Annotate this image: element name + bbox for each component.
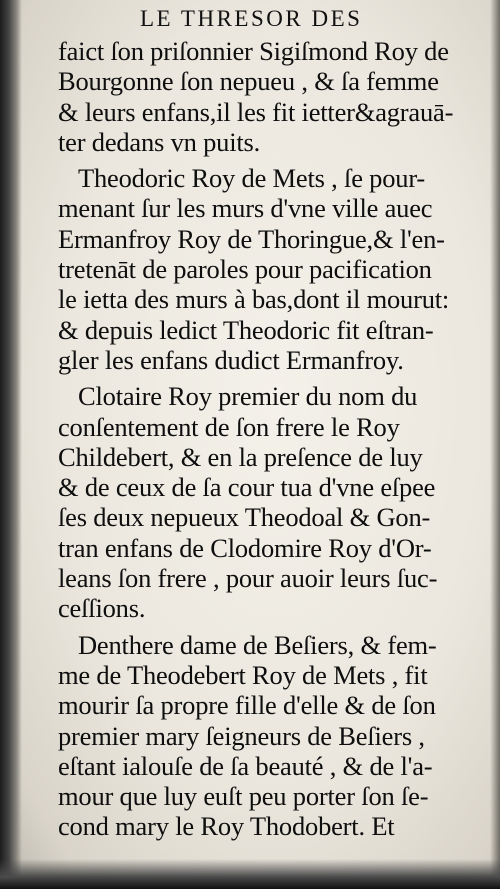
text-line: mourir ſa propre fille d'elle & de ſon bbox=[58, 690, 436, 721]
text-line: Bourgonne ſon nepueu , & ſa femme bbox=[58, 66, 439, 97]
text-line: & de ceux de ſa cour tua d'vne eſpee bbox=[58, 472, 436, 503]
text-line: ceſſions. bbox=[58, 593, 146, 624]
text-line: le ietta des murs à bas,dont il mourut: bbox=[58, 284, 450, 315]
text-line: cond mary le Roy Thodobert. Et bbox=[58, 811, 395, 842]
page-bottom-shadow bbox=[0, 859, 500, 889]
text-line: Theodoric Roy de Mets , ſe pour- bbox=[78, 163, 426, 194]
text-line: tretenāt de paroles pour pacification bbox=[58, 254, 432, 285]
text-line: gler les enfans dudict Ermanfroy. bbox=[58, 344, 404, 375]
text-line: Denthere dame de Beſiers, & fem- bbox=[78, 629, 437, 660]
text-line: Ermanfroy Roy de Thoringue,& l'en- bbox=[58, 223, 445, 254]
text-line: premier mary ſeigneurs de Beſiers , bbox=[58, 720, 425, 751]
text-line: ter dedans vn puits. bbox=[58, 126, 261, 157]
body-text bbox=[58, 36, 490, 842]
text-line: ſes deux nepueux Theodoal & Gon- bbox=[58, 502, 431, 533]
text-line: & leurs enfans,il les fit ietter&agrauā- bbox=[58, 96, 454, 127]
running-head: LE THRESOR DES bbox=[140, 6, 363, 31]
text-line: leans ſon frere , pour auoir leurs ſuc- bbox=[58, 563, 438, 594]
text-line: Clotaire Roy premier du nom du bbox=[78, 381, 418, 412]
text-line: me de Theodebert Roy de Mets , fit bbox=[58, 659, 428, 690]
text-line: & depuis ledict Theodoric fit eſtran- bbox=[58, 314, 434, 345]
binding-shadow bbox=[0, 0, 22, 889]
text-line: faict ſon priſonnier Sigiſmond Roy de bbox=[58, 36, 449, 66]
text-line: tran enfans de Clodomire Roy d'Or- bbox=[58, 532, 432, 563]
text-line: conſentement de ſon frere le Roy bbox=[58, 411, 400, 442]
text-line: Childebert, & en la preſence de luy bbox=[58, 441, 423, 472]
text-line: eſtant ialouſe de ſa beauté , & de l'a- bbox=[58, 750, 433, 781]
text-line: menant ſur les murs d'vne ville auec bbox=[58, 193, 433, 224]
text-line: mour que luy euſt peu porter ſon ſe- bbox=[58, 781, 429, 812]
page-edge-shadow bbox=[490, 0, 500, 889]
